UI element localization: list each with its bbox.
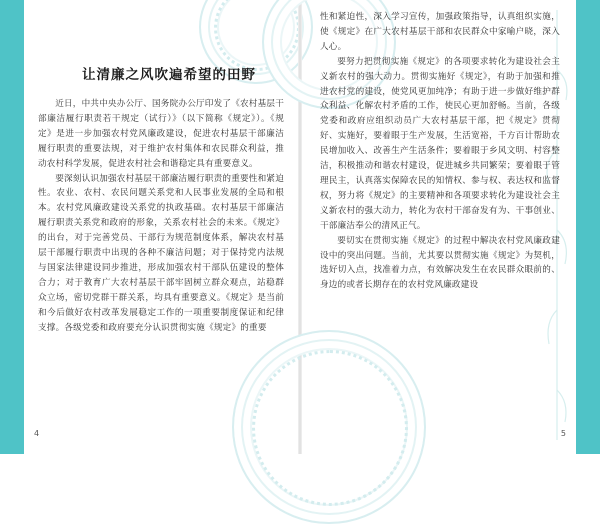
right-body-text <box>320 10 560 293</box>
article-title: 让清廉之风吹遍希望的田野 <box>82 67 256 83</box>
decorative-dot-ring <box>252 350 408 506</box>
paragraph: 近日，中共中央办公厅、国务院办公厅印发了《农村基层干部廉洁履行职责若干规定（试行）》（以下简称《规定》）。《规定》是进一步加强农村党风廉政建设，促进农村基层干部廉洁履行职责的重要法规，对于维护农村集体和农民群众利益，推动农村科学发展，促进农村社会和谐稳定具有重要意义。 <box>38 99 284 169</box>
page-number-right: 5 <box>560 429 566 438</box>
right-edge-band <box>576 0 600 454</box>
right-page <box>302 0 576 454</box>
paragraph: 要切实在贯彻实施《规定》的过程中解决农村党风廉政建设中的突出问题。当前，尤其要以贯彻实施《规定》为契机，选好切入点，找准着力点，有效解决发生在农民群众眼前的、身边的或者长期存在的农村党风廉政建设 <box>320 235 560 291</box>
left-body-text <box>38 97 284 336</box>
page-number-left: 4 <box>34 429 40 438</box>
paragraph: 要深刻认识加强农村基层干部廉洁履行职责的重要性和紧迫性。农业、农村、农民问题关系党和人民事业发展的全局和根本。农村党风廉政建设关系党的执政基础。农村基层干部廉洁履行职责关系党和政府的形象，关系农村社会的未来。《规定》的出台，对于完善党员、干部行为规范制度体系，解决农村基层干部履行职责中出现的各种不廉洁问题；对于保持党内法规与国家法律建设同步推进，形成加强农村干部队伍建设的整体合力；对于教育广大农村基层干部牢固树立群众观点，站稳群众立场，密切党群干群关系，均具有重要意义。《规定》是当前和今后做好农村改革发展稳定工作的一项重要制度保证和纪律支撑。各级党委和政府要充分认识贯彻实施《规定》的重要 <box>38 173 284 333</box>
paragraph: 要努力把贯彻实施《规定》的各项要求转化为建设社会主义新农村的强大动力。贯彻实施好《规定》，有助于加强和推进农村党的建设，使党风更加纯净；有助于进一步做好维护群众利益、化解农村矛盾的工作，使民心更加舒畅。当前，各级党委和政府应组织动员广大农村基层干部，把《规定》贯彻好、实施好，要着眼于生产发展，生活宽裕，千方百计帮助农民增加收入、改善生产生活条件；要着眼于乡风文明、村容整洁，积极推动和谐农村建设，促进城乡共同繁荣；要着眼于管理民主，认真落实保障农民的知情权、参与权、表达权和监督权，努力将《规定》的主要精神和各项要求转化为建设社会主义新农村的强大动力，转化为农村干部奋发有为、干事创业、干部廉洁奉公的清风正气。 <box>320 56 560 231</box>
paragraph: 性和紧迫性，深入学习宣传，加强政策指导，认真组织实施，使《规定》在广大农村基层干部和农民群众中家喻户晓，深入人心。 <box>320 12 560 52</box>
left-edge-band <box>0 0 24 454</box>
